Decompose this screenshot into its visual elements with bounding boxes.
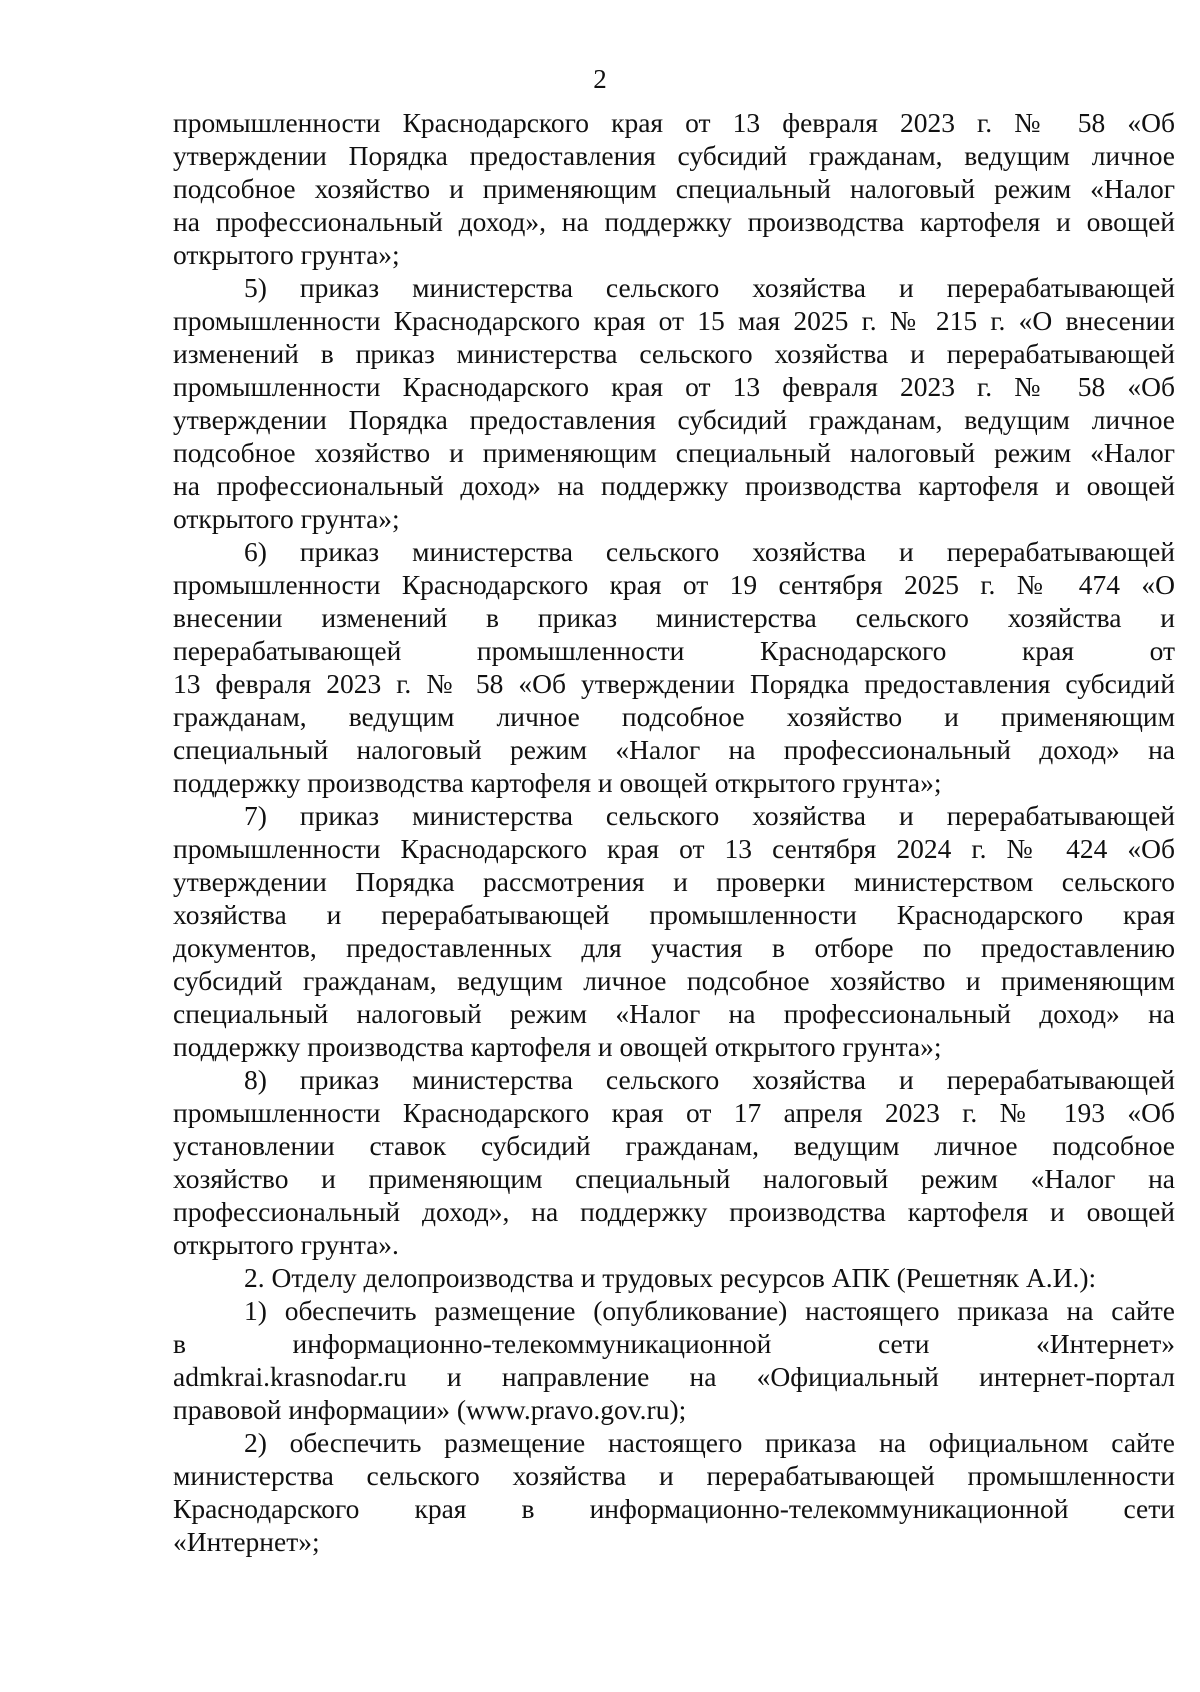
- text-line: промышленности Краснодарского края от 17 апреля 2023 г. № 193 «Об: [173, 1097, 1175, 1128]
- text-line: поддержку производства картофеля и овощей открытого грунта»;: [173, 767, 942, 798]
- text-line: 2. Отделу делопроизводства и трудовых ресурсов АПК (Решетняк А.И.):: [244, 1262, 1097, 1293]
- text-line: утверждении Порядка предоставления субсидий гражданам, ведущим личное: [173, 404, 1175, 435]
- text-line: промышленности Краснодарского края от 13 сентября 2024 г. № 424 «Об: [173, 833, 1175, 864]
- text-line: поддержку производства картофеля и овощей открытого грунта»;: [173, 1031, 942, 1062]
- page-number: 2: [593, 64, 607, 94]
- text-line: 2) обеспечить размещение настоящего приказа на официальном сайте: [244, 1427, 1175, 1458]
- text-line: 7) приказ министерства сельского хозяйства и перерабатывающей: [244, 800, 1175, 831]
- text-line: промышленности Краснодарского края от 13 февраля 2023 г. № 58 «Об: [173, 107, 1175, 138]
- text-line: 5) приказ министерства сельского хозяйства и перерабатывающей: [244, 272, 1175, 303]
- text-line: промышленности Краснодарского края от 13 февраля 2023 г. № 58 «Об: [173, 371, 1175, 402]
- text-line: в информационно-телекоммуникационной сети «Интернет»: [173, 1328, 1175, 1359]
- text-line: подсобное хозяйство и применяющим специальный налоговый режим «Налог: [173, 173, 1175, 204]
- text-line: 6) приказ министерства сельского хозяйства и перерабатывающей: [244, 536, 1175, 567]
- text-line: внесении изменений в приказ министерства сельского хозяйства и: [173, 602, 1175, 633]
- text-line: промышленности Краснодарского края от 19 сентября 2025 г. № 474 «О: [173, 569, 1175, 600]
- text-line: admkrai.krasnodar.ru и направление на «Официальный интернет-портал: [173, 1361, 1175, 1392]
- text-line: профессиональный доход», на поддержку производства картофеля и овощей: [173, 1196, 1175, 1227]
- text-line: утверждении Порядка рассмотрения и проверки министерством сельского: [173, 866, 1175, 897]
- text-line: документов, предоставленных для участия в отборе по предоставлению: [173, 932, 1175, 963]
- text-line: утверждении Порядка предоставления субсидий гражданам, ведущим личное: [173, 140, 1175, 171]
- text-line: «Интернет»;: [173, 1526, 320, 1557]
- text-line: хозяйство и применяющим специальный налоговый режим «Налог на: [173, 1163, 1175, 1194]
- text-line: открытого грунта»;: [173, 239, 400, 270]
- text-line: Краснодарского края в информационно-телекоммуникационной сети: [173, 1493, 1175, 1524]
- text-line: изменений в приказ министерства сельского хозяйства и перерабатывающей: [173, 338, 1175, 369]
- text-line: на профессиональный доход», на поддержку производства картофеля и овощей: [173, 206, 1175, 237]
- text-line: 13 февраля 2023 г. № 58 «Об утверждении Порядка предоставления субсидий: [173, 668, 1175, 699]
- text-line: подсобное хозяйство и применяющим специальный налоговый режим «Налог: [173, 437, 1175, 468]
- text-line: открытого грунта»;: [173, 503, 400, 534]
- text-line: перерабатывающей промышленности Краснодарского края от: [173, 635, 1175, 666]
- text-line: гражданам, ведущим личное подсобное хозяйство и применяющим: [173, 701, 1175, 732]
- text-line: промышленности Краснодарского края от 15 мая 2025 г. № 215 г. «О внесении: [173, 305, 1175, 336]
- text-line: 8) приказ министерства сельского хозяйства и перерабатывающей: [244, 1064, 1175, 1095]
- text-line: 1) обеспечить размещение (опубликование) настоящего приказа на сайте: [244, 1295, 1175, 1326]
- text-line: открытого грунта».: [173, 1229, 399, 1260]
- text-line: министерства сельского хозяйства и перерабатывающей промышленности: [173, 1460, 1175, 1491]
- text-line: специальный налоговый режим «Налог на профессиональный доход» на: [173, 998, 1175, 1029]
- text-line: субсидий гражданам, ведущим личное подсобное хозяйство и применяющим: [173, 965, 1175, 996]
- text-line: правовой информации» (www.pravo.gov.ru);: [173, 1394, 687, 1425]
- text-line: установлении ставок субсидий гражданам, ведущим личное подсобное: [173, 1130, 1175, 1161]
- text-line: хозяйства и перерабатывающей промышленности Краснодарского края: [173, 899, 1175, 930]
- text-line: специальный налоговый режим «Налог на профессиональный доход» на: [173, 734, 1175, 765]
- text-line: на профессиональный доход» на поддержку производства картофеля и овощей: [173, 470, 1175, 501]
- document-body: [173, 106, 1175, 1558]
